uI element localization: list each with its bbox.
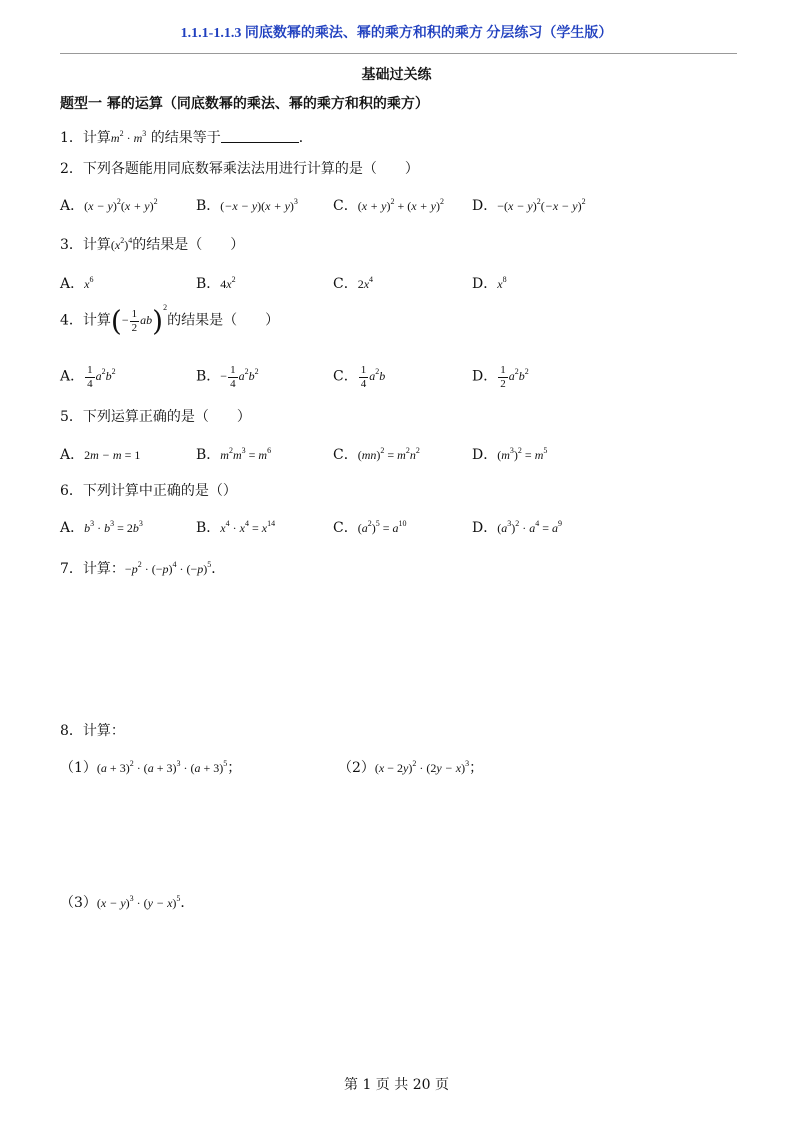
q2-option-b[interactable]: B．$(-x - y)(x + y)^3$ bbox=[196, 197, 298, 214]
q3-option-a[interactable]: A．$x^6$ bbox=[60, 275, 94, 292]
q8-part-1: $(1)(a + 3)^2 \cdot (a + 3)^3 \cdot (a + 3)^5$； bbox=[60, 759, 242, 776]
question-text: 计算： bbox=[82, 561, 125, 577]
question-text: 的结果是（ ） bbox=[132, 237, 245, 253]
question-number: 2． bbox=[60, 161, 83, 177]
question-3 bbox=[60, 234, 244, 254]
q6-option-a[interactable]: A．$b^3 \cdot b^3 = 2b^3$ bbox=[60, 519, 143, 536]
question-number: 4． bbox=[60, 312, 83, 329]
question-number: 8． bbox=[60, 723, 83, 739]
question-text: 计算： bbox=[82, 723, 125, 739]
q3-option-d[interactable]: D．$x^8$ bbox=[472, 275, 507, 292]
q2-option-c[interactable]: C．$(x + y)^2 + (x + y)^2$ bbox=[333, 197, 444, 214]
q5-option-b[interactable]: B．$m^2m^3 = m^6$ bbox=[196, 446, 272, 463]
question-8 bbox=[60, 720, 125, 740]
question-5 bbox=[60, 406, 251, 426]
q3-option-c[interactable]: C．$2x^4$ bbox=[333, 275, 374, 292]
q8-part-2: $(2)(x - 2y)^2 \cdot (2y - x)^3$； bbox=[338, 759, 484, 776]
math-expression: $(x^2)^4$ bbox=[110, 236, 133, 252]
section-title: 基础过关练 bbox=[361, 67, 432, 83]
q4-option-c[interactable]: C． $\frac{1}{4}$ $a^2b$ bbox=[333, 364, 386, 390]
question-2 bbox=[60, 158, 419, 178]
question-type-title: 题型一 幂的运算（同底数幂的乘法、幂的乘方和积的乘方） bbox=[60, 96, 429, 112]
question-7 bbox=[60, 558, 225, 578]
question-text: 下列运算正确的是（ ） bbox=[82, 409, 251, 425]
question-4 bbox=[60, 303, 280, 338]
math-expression: $-p^2 \cdot (-p)^4 \cdot (-p)^5$ bbox=[124, 560, 212, 576]
q6-option-b[interactable]: B．$x^4 \cdot x^4 = x^{14}$ bbox=[196, 519, 276, 536]
q2-option-a[interactable]: A．$(x - y)^2(x + y)^2$ bbox=[60, 197, 158, 214]
q6-option-d[interactable]: D．$(a^3)^2 \cdot a^4 = a^9$ bbox=[472, 519, 563, 536]
question-text: 计算 bbox=[82, 312, 111, 329]
header-divider bbox=[60, 53, 737, 54]
q5-option-a[interactable]: A．2m − m = 1 bbox=[60, 447, 141, 463]
question-number: 5． bbox=[60, 409, 83, 425]
question-text: 计算 bbox=[82, 237, 111, 253]
question-text: 下列计算中正确的是（） bbox=[82, 483, 237, 499]
question-number: 7． bbox=[60, 561, 83, 577]
q3-option-b[interactable]: B．$4x^2$ bbox=[196, 275, 236, 292]
q2-option-d[interactable]: D．$-(x - y)^2(-x - y)^2$ bbox=[472, 197, 586, 214]
question-number: 6． bbox=[60, 483, 83, 499]
question-text: 的结果是（ ） bbox=[167, 312, 280, 329]
document-header-title: 1.1.1-1.1.3 同底数幂的乘法、幂的乘方和积的乘方 分层练习（学生版） bbox=[180, 26, 613, 41]
question-text: 下列各题能用同底数幂乘法法用进行计算的是（ ） bbox=[82, 161, 419, 177]
question-1 bbox=[60, 127, 313, 147]
q6-option-c[interactable]: C．$(a^2)^5 = a^{10}$ bbox=[333, 519, 407, 536]
math-expression: $m^2 \cdot m^3$ bbox=[110, 129, 147, 145]
answer-blank[interactable] bbox=[221, 130, 299, 143]
q8-part-3: $(3)(x - y)^3 \cdot (y - x)^5$． bbox=[60, 894, 195, 911]
q4-option-d[interactable]: D． $\frac{1}{2}$ $a^2b^2$ bbox=[472, 364, 529, 390]
question-text: 的结果等于 bbox=[150, 130, 221, 146]
question-6 bbox=[60, 480, 237, 500]
question-text: 计算 bbox=[82, 130, 111, 146]
q5-option-d[interactable]: D．$(m^3)^2 = m^5$ bbox=[472, 446, 548, 463]
question-punct: ． bbox=[211, 561, 226, 577]
math-expression: (− $\frac{1}{2}$ ab)$^2$ bbox=[110, 303, 168, 338]
q4-option-b[interactable]: B．− $\frac{1}{4}$ $a^2b^2$ bbox=[196, 364, 259, 390]
question-punct: ． bbox=[298, 130, 313, 146]
question-number: 3． bbox=[60, 237, 83, 253]
q4-option-a[interactable]: A． $\frac{1}{4}$ $a^2b^2$ bbox=[60, 364, 116, 390]
page-footer: 第 1 页 共 20 页 bbox=[344, 1077, 449, 1093]
question-number: 1． bbox=[60, 130, 83, 146]
q5-option-c[interactable]: C．$(mn)^2 = m^2n^2$ bbox=[333, 446, 420, 463]
